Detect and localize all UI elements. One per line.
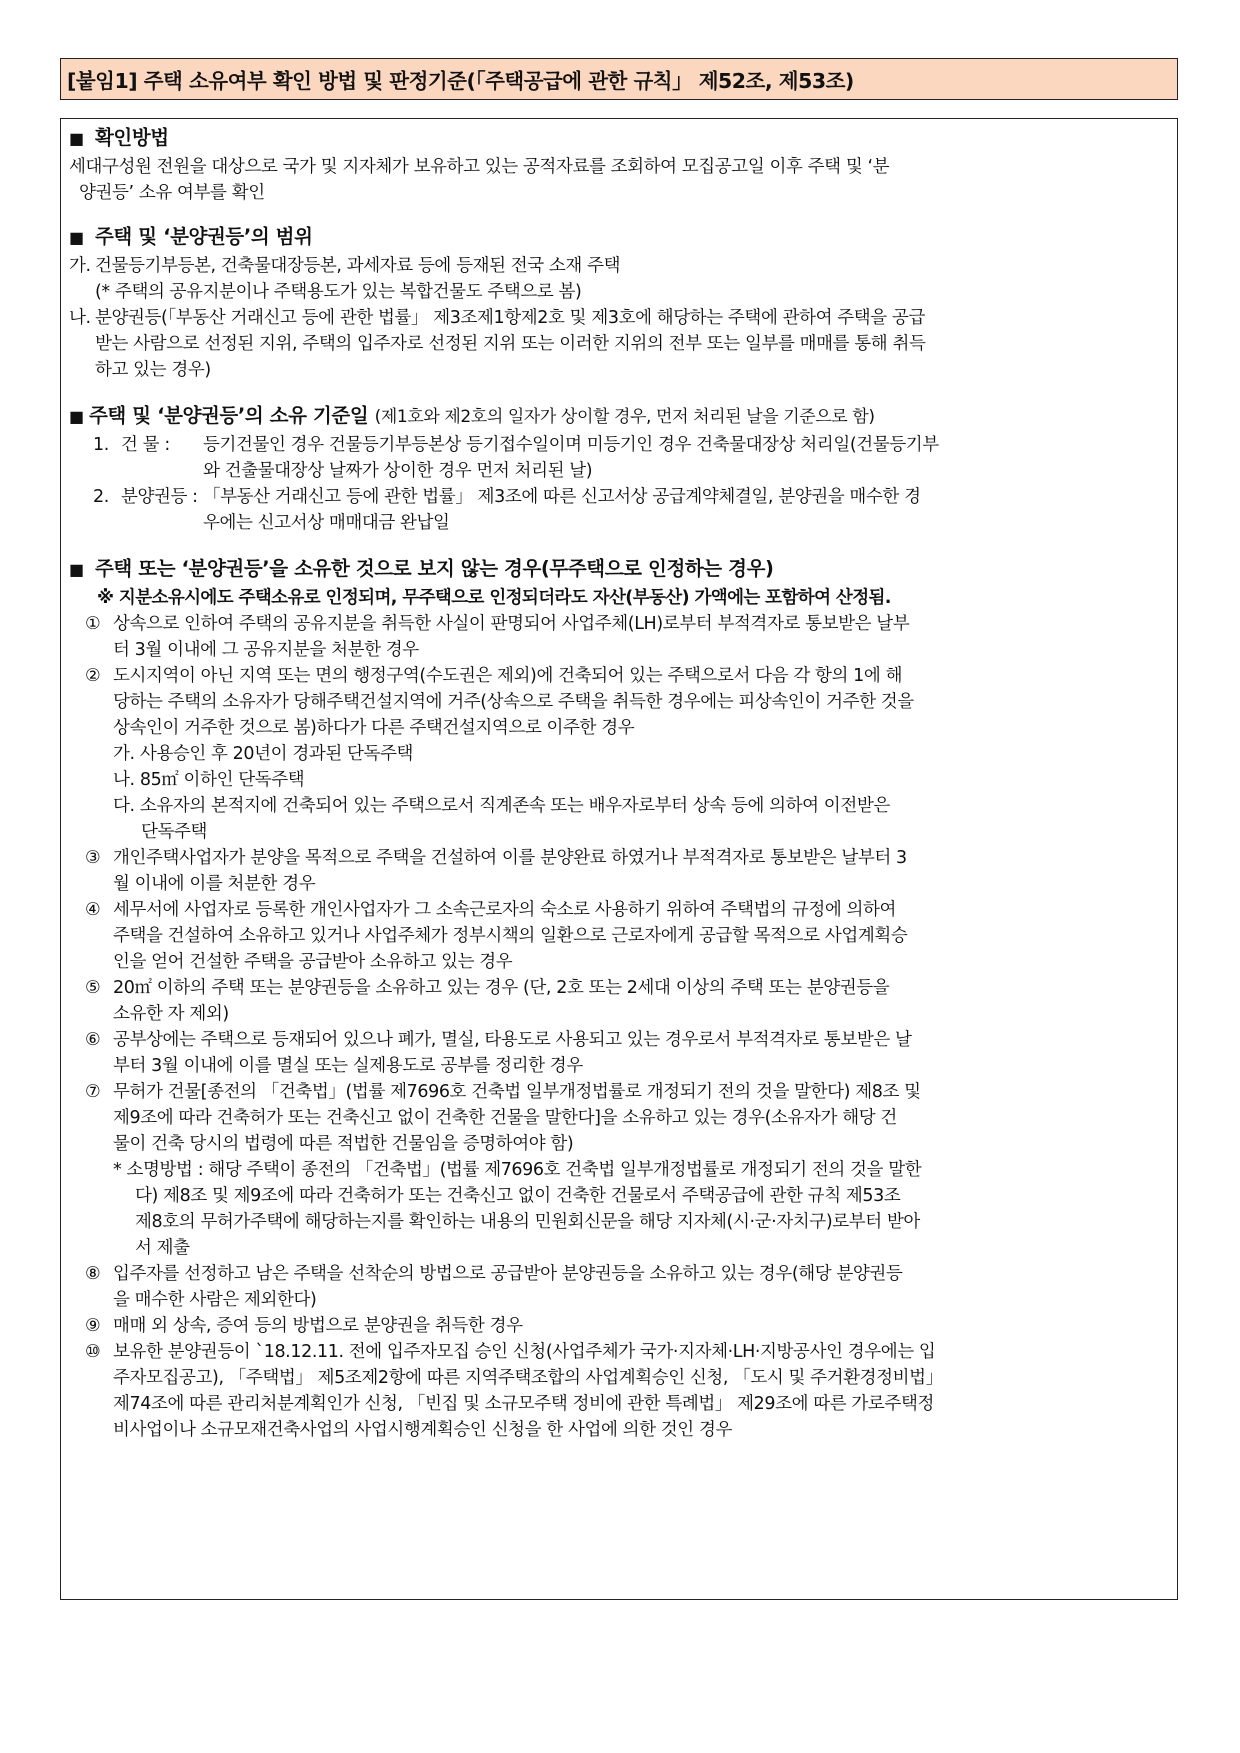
list-item-text: 인을 얻어 건설한 주택을 공급받아 소유하고 있는 경우 <box>113 952 513 972</box>
explanation-note: 서 제출 <box>135 1238 190 1258</box>
section-text: 양권등’ 소유 여부를 확인 <box>79 183 265 203</box>
sub-item: 다. 소유자의 본적지에 건축되어 있는 주택으로서 직계존속 또는 배우자로부터 상속 등에 의하여 이전받은 <box>113 796 890 816</box>
list-item-text: 상속인이 거주한 것으로 봄)하다가 다른 주택건설지역으로 이주한 경우 <box>113 718 635 738</box>
list-item-text: 우에는 신고서상 매매대금 완납일 <box>203 513 450 533</box>
section-text: 세대구성원 전원을 대상으로 국가 및 지자체가 보유하고 있는 공적자료를 조회하여 모집공고일 이후 주택 및 ‘분 <box>69 157 890 177</box>
square-bullet-icon: ■ <box>69 560 84 579</box>
list-item: 가. 건물등기부등본, 건축물대장등본, 과세자료 등에 등재된 전국 소재 주택 <box>69 256 621 276</box>
circled-number: ⑥ <box>85 1030 101 1050</box>
list-item: ⑩ 보유한 분양권등이 `18.12.11. 전에 입주자모집 승인 신청(사업주체가 국가·지자체·LH·지방공사인 경우에는 입 <box>69 1339 1167 1365</box>
section-heading-confirm-method: ■ 확인방법 <box>69 123 1167 154</box>
list-item: 1. 건 물 : 등기건물인 경우 건물등기부등본상 등기접수일이며 미등기인 경우 건축물대장상 처리일(건물등기부 <box>93 435 939 455</box>
circled-number: ① <box>85 614 101 634</box>
list-item: ⑦ 무허가 건물[종전의 「건축법」(법률 제7696호 건축법 일부개정법률로 개정되기 전의 것을 말한다) 제8조 및 <box>69 1079 1167 1105</box>
list-item-text: 와 건출물대장상 날짜가 상이한 경우 먼저 처리된 날) <box>203 461 593 481</box>
list-item: 나. 분양권등(「부동산 거래신고 등에 관한 법률」 제3조제1항제2호 및 제3호에 해당하는 주택에 관하여 주택을 공급 <box>69 308 925 328</box>
square-bullet-icon: ■ <box>69 228 84 247</box>
square-bullet-icon: ■ <box>69 407 84 426</box>
circled-number: ⑤ <box>85 978 101 998</box>
list-item-text: 받는 사람으로 선정된 지위, 주택의 입주자로 선정된 지위 또는 이러한 지위의 전부 또는 일부를 매매를 통해 취득 <box>95 334 926 354</box>
explanation-note: * 소명방법 : 해당 주택이 종전의 「건축법」(법률 제7696호 건축법 일부개정법률로 개정되기 전의 것을 말한 <box>113 1160 922 1180</box>
list-item-text: 물이 건축 당시의 법령에 따른 적법한 건물임을 증명하여야 함) <box>113 1134 574 1154</box>
list-item: ② 도시지역이 아닌 지역 또는 면의 행정구역(수도권은 제외)에 건축되어 있는 주택으로서 다음 각 항의 1에 해 <box>69 663 1167 689</box>
section-heading-scope: ■ 주택 및 ‘분양권등’의 범위 <box>69 222 1167 253</box>
list-item-text: 소유한 자 제외) <box>113 1004 229 1024</box>
list-item-text: 부터 3월 이내에 이를 멸실 또는 실제용도로 공부를 정리한 경우 <box>113 1056 583 1076</box>
list-item-text: 주자모집공고), 「주택법」 제5조제2항에 따른 지역주택조합의 사업계획승인 신청, 「도시 및 주거환경정비법」 <box>113 1368 943 1388</box>
list-item-text: 비사업이나 소규모재건축사업의 사업시행계획승인 신청을 한 사업에 의한 것인 경우 <box>113 1420 732 1440</box>
list-item-text: 터 3월 이내에 그 공유지분을 처분한 경우 <box>113 640 419 660</box>
explanation-note: 제8호의 무허가주택에 해당하는지를 확인하는 내용의 민원회신문을 해당 지자체(시·군·자치구)로부터 받아 <box>135 1212 920 1232</box>
list-item-text: 제74조에 따른 관리처분계획인가 신청, 「빈집 및 소규모주택 정비에 관한 특례법」 제29조에 따른 가로주택정 <box>113 1394 934 1414</box>
circled-number: ⑨ <box>85 1316 101 1336</box>
list-item: ⑥ 공부상에는 주택으로 등재되어 있으나 폐가, 멸실, 타용도로 사용되고 있는 경우로서 부적격자로 통보받은 날 <box>69 1027 1167 1053</box>
sub-item: 나. 85㎡ 이하인 단독주택 <box>113 770 305 790</box>
section-heading-non-ownership: ■ 주택 또는 ‘분양권등’을 소유한 것으로 보지 않는 경우(무주택으로 인정하는 경우) <box>69 554 1167 585</box>
list-item-text: 하고 있는 경우) <box>95 360 211 380</box>
content-box <box>60 118 1178 1600</box>
list-item: ⑤ 20㎡ 이하의 주택 또는 분양권등을 소유하고 있는 경우 (단, 2호 또는 2세대 이상의 주택 또는 분양권등을 <box>69 975 1167 1001</box>
sub-item: 가. 사용승인 후 20년이 경과된 단독주택 <box>113 744 414 764</box>
sub-item-text: 단독주택 <box>141 822 208 842</box>
list-item: 2. 분양권등 : 「부동산 거래신고 등에 관한 법률」 제3조에 따른 신고서상 공급계약체결일, 분양권을 매수한 경 <box>93 487 921 507</box>
explanation-note: 다) 제8조 및 제9조에 따라 건축허가 또는 건축신고 없이 건축한 건물로서 주택공급에 관한 규칙 제53조 <box>135 1186 901 1206</box>
square-bullet-icon: ■ <box>69 129 84 148</box>
list-item-text: 주택을 건설하여 소유하고 있거나 사업주체가 정부시책의 일환으로 근로자에게 공급할 목적으로 사업계획승 <box>113 926 908 946</box>
list-item: ⑨ 매매 외 상속, 증여 등의 방법으로 분양권을 취득한 경우 <box>69 1313 1167 1339</box>
circled-number: ⑦ <box>85 1082 101 1102</box>
list-item-note: (* 주택의 공유지분이나 주택용도가 있는 복합건물도 주택으로 봄) <box>95 282 582 302</box>
list-item: ④ 세무서에 사업자로 등록한 개인사업자가 그 소속근로자의 숙소로 사용하기 위하여 주택법의 규정에 의하여 <box>69 897 1167 923</box>
list-item-text: 제9조에 따라 건축허가 또는 건축신고 없이 건축한 건물을 말한다]을 소유하고 있는 경우(소유자가 해당 건 <box>113 1108 897 1128</box>
list-item-text: 당하는 주택의 소유자가 당해주택건설지역에 거주(상속으로 주택을 취득한 경우에는 피상속인이 거주한 것을 <box>113 692 914 712</box>
list-item-text: 을 매수한 사람은 제외한다) <box>113 1290 317 1310</box>
list-item: ⑧ 입주자를 선정하고 남은 주택을 선착순의 방법으로 공급받아 분양권등을 소유하고 있는 경우(해당 분양권등 <box>69 1261 1167 1287</box>
circled-number: ⑩ <box>85 1342 101 1362</box>
list-item: ③ 개인주택사업자가 분양을 목적으로 주택을 건설하여 이를 분양완료 하였거나 부적격자로 통보받은 날부터 3 <box>69 845 1167 871</box>
list-item-text: 월 이내에 이를 처분한 경우 <box>113 874 316 894</box>
notice-text: ※ 지분소유시에도 주택소유로 인정되며, 무주택으로 인정되더라도 자산(부동산) 가액에는 포함하여 산정됨. <box>97 588 891 608</box>
page-title: [붙임1] 주택 소유여부 확인 방법 및 판정기준(「주택공급에 관한 규칙」 제52조, 제53조) <box>60 58 1178 100</box>
circled-number: ⑧ <box>85 1264 101 1284</box>
circled-number: ② <box>85 666 101 686</box>
circled-number: ④ <box>85 900 101 920</box>
section-heading-base-date: ■ 주택 및 ‘분양권등’의 소유 기준일 (제1호와 제2호의 일자가 상이할 경우, 먼저 처리된 날을 기준으로 함) <box>69 401 1167 432</box>
circled-number: ③ <box>85 848 101 868</box>
list-item: ① 상속으로 인하여 주택의 공유지분을 취득한 사실이 판명되어 사업주체(LH)로부터 부적격자로 통보받은 날부 <box>69 611 1167 637</box>
